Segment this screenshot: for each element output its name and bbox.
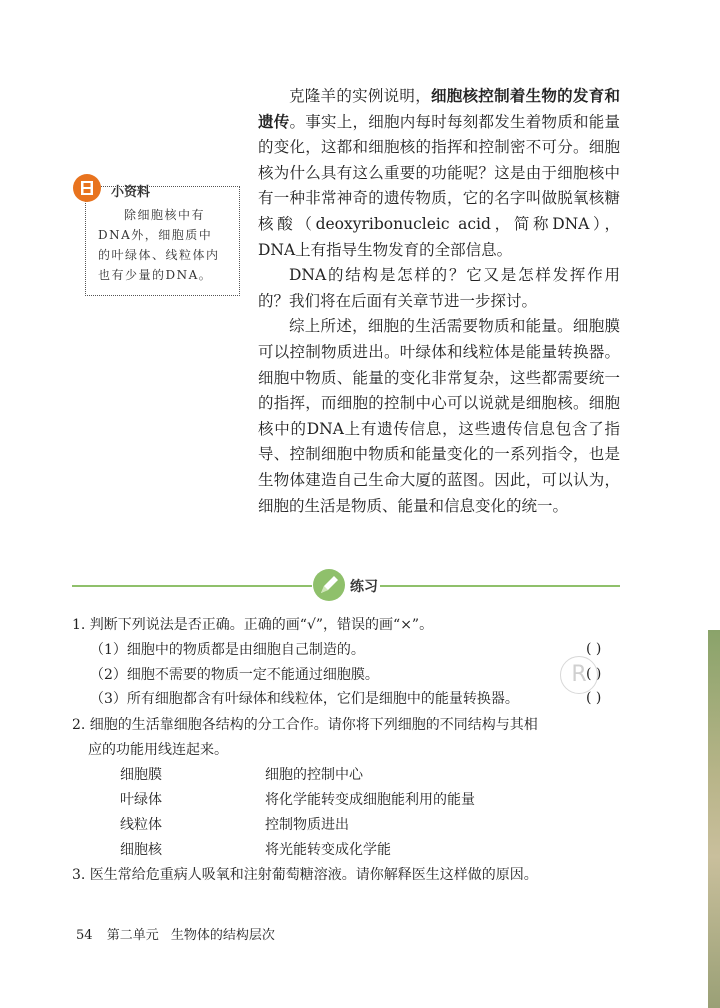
question-2-line-1: 2. 细胞的生活靠细胞各结构的分工合作。请你将下列细胞的不同结构与其相 [72,717,538,733]
answer-blank: ( ) [586,666,602,682]
main-text [258,84,620,519]
function-item: 将光能转变成化学能 [265,842,391,858]
sidebar-title: 小资料 [111,185,151,200]
structure-item: 叶绿体 [120,792,162,808]
question-1: 1. 判断下列说法是否正确。正确的画“√”，错误的画“×”。 [72,617,434,633]
page-footer [76,924,275,943]
answer-blank: ( ) [586,641,602,657]
paragraph-3: 综上所述，细胞的生活需要物质和能量。细胞膜可以控制物质进出。叶绿体和线粒体是能量转换器。细胞中物质、能量的变化非常复杂，这些都需要统一的指挥，而细胞的控制中心可以说就是细胞核。细胞核中的DNA上有遗传信息，这些遗传信息包含了指导、控制细胞中物质和能量变化的一系列指令，也是生物体建造自己生命大厦的蓝图。因此，可以认为，细胞的生活是物质、能量和信息变化的统一。 [258,317,620,515]
sidebar-line: DNA外，细胞质中 [98,228,213,242]
answer-blank: ( ) [586,690,602,706]
function-item: 细胞的控制中心 [265,767,363,783]
paragraph-1: 克隆羊的实例说明，细胞核控制着生物的发育和遗传。事实上，细胞内每时每刻都发生着物质和能量的变化，这都和细胞核的指挥和控制密不可分。细胞核为什么具有这么重要的功能呢？这是由于细胞核中有一种非常神奇的遗传物质，它的名字叫做脱氧核糖核酸（deoxyribonucleic acid，简称DNA），DNA上有指导生物发育的全部信息。 [258,87,620,259]
exercise-divider-left [72,585,312,587]
sidebar-text [98,205,224,285]
question-3: 3. 医生常给危重病人吸氧和注射葡萄糖溶液。请你解释医生这样做的原因。 [72,867,538,883]
sidebar-line: 除细胞核中有 [124,208,206,222]
question-1-item-3: （3）所有细胞都含有叶绿体和线粒体，它们是细胞中的能量转换器。 [90,691,519,707]
question-1-item-1: （1）细胞中的物质都是由细胞自己制造的。 [90,642,365,658]
exercise-title: 练习 [350,579,378,595]
question-2-line-2: 应的功能用线连起来。 [88,742,228,758]
exercise-divider-right [380,585,620,587]
info-icon [72,173,102,203]
sidebar-line: 的叶绿体、线粒体内 [98,248,220,262]
function-item: 控制物质进出 [265,817,349,833]
bold-key-sentence: 细胞核控制着生物的发育和遗传 [258,87,620,131]
structure-item: 线粒体 [120,817,162,833]
structure-item: 细胞核 [120,842,162,858]
footer-unit: 第二单元 [106,928,159,943]
sidebar-line: 也有少量的DNA。 [98,268,213,282]
page-number: 54 [76,928,93,943]
function-item: 将化学能转变成细胞能利用的能量 [265,792,475,808]
paragraph-2: DNA的结构是怎样的？它又是怎样发挥作用的？我们将在后面有关章节进一步探讨。 [258,266,620,310]
right-edge-photo-strip [708,630,720,1008]
pencil-icon [312,568,346,602]
footer-title: 生物体的结构层次 [170,928,275,943]
question-1-item-2: （2）细胞不需要的物质一定不能通过细胞膜。 [90,667,379,683]
structure-item: 细胞膜 [120,767,162,783]
registered-watermark: R [560,656,598,694]
